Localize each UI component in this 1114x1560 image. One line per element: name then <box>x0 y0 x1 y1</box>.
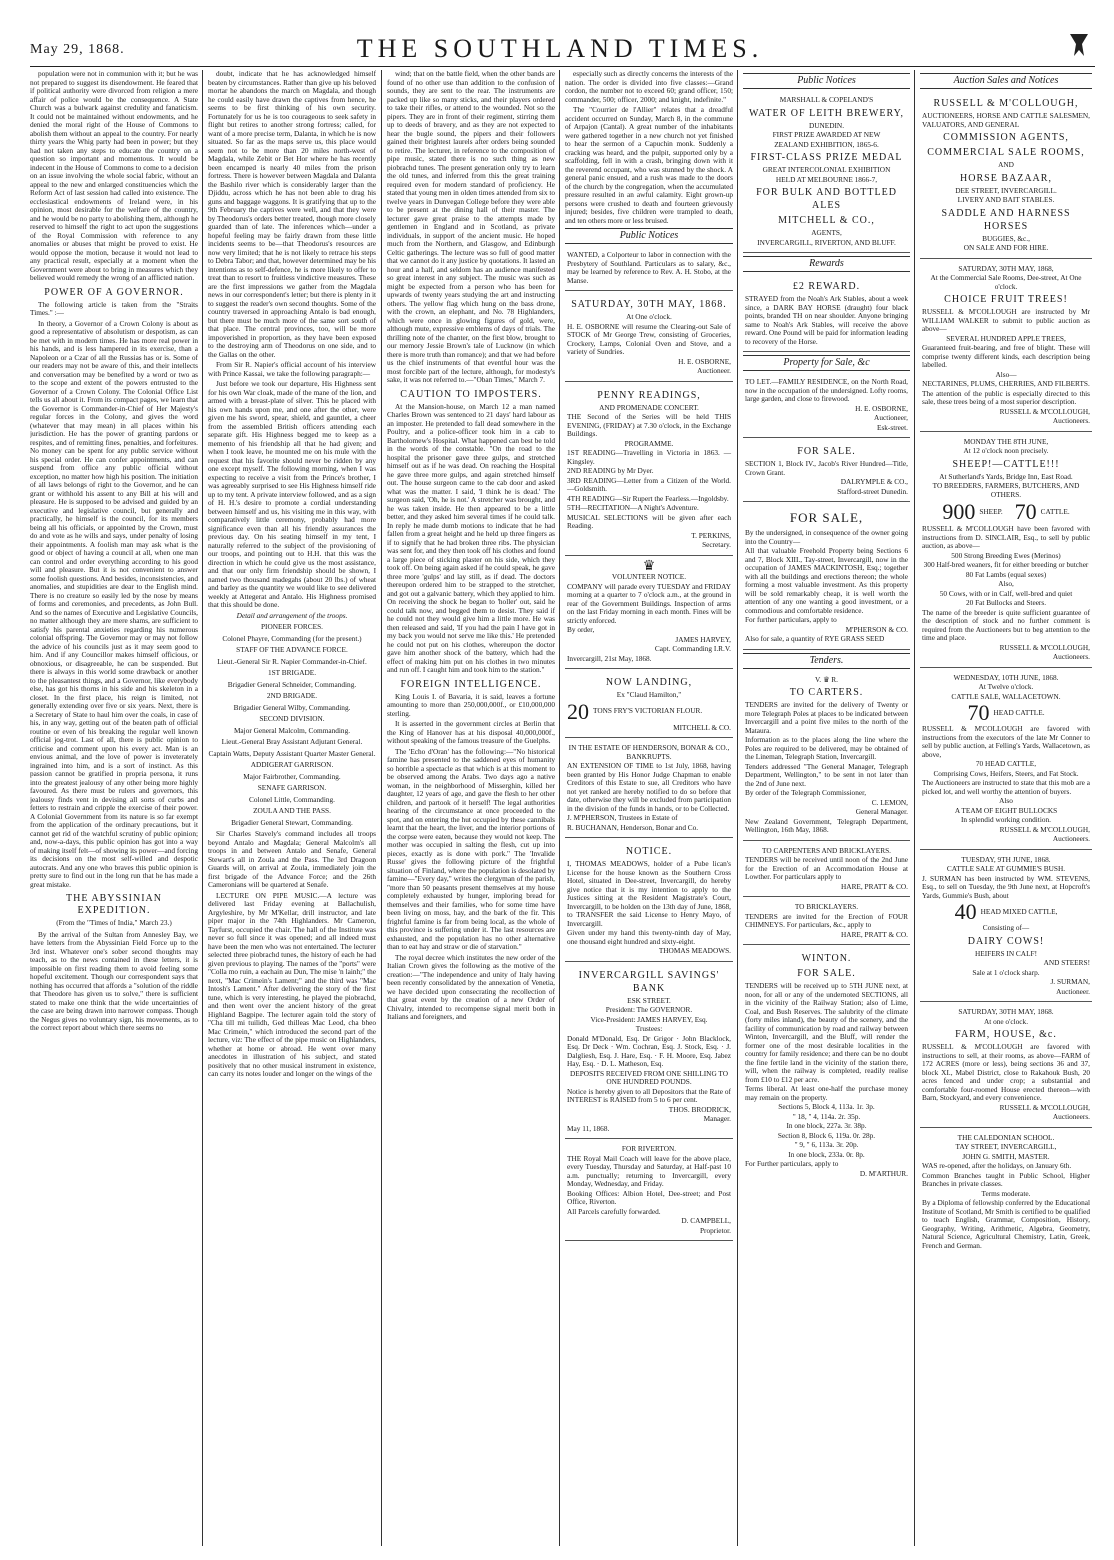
ad-text: INVERCARGILL, RIVERTON, AND BLUFF. <box>757 237 896 247</box>
ad-signature: RUSSELL & M'COLLOUGH, <box>999 1102 1090 1112</box>
order-line: Major Fairbrother, Commanding. <box>243 771 341 781</box>
ad-signature: HARE, PRATT & CO. <box>841 881 908 891</box>
ad-text: COMPANY will parade every TUESDAY and FRIDAY morning at a quarter to 7 o'clock a.m., at the ground in rear of the Government Buildings. Inspection of arms on the last Friday morning in each month. Fines will be strictly enforced. <box>567 581 731 625</box>
article-paragraph: The 'Echo d'Oran' has the following:—"No historical famine has presented to the saddened eyes of humanity so horrible a spectacle as that which is at this moment to be observed among the Arabs. Two days ago a native woman, in the neighborhood of Misserghin, killed her daughter, 12 years of age, and gave the flesh to her other children, and partook of it herself! The legal authorities hearing of the circumstance at once proceeded to the spot, and on entering the hut occupied by these cannibals learnt that the heart, the liver, and the interior portions of the corpse were eaten, because they would not keep. The mother was occupied in salting the flesh, cut up into pieces, exactly as is done with pork." The 'Invalide Russe' gives the following picture of the frightful situation of Finland, where the population is desolated by famine—"Every day," writes the clergyman of the parish, "more than 50 peasants present themselves at my house completely exhausted by hunger, imploring bread for themselves and their families, who for some time have been living on moss, hay, and the bark of the fir. This frightful famine is far from being local, as the whole of this province is suffering under it. The last resources are exhausted, and the population has no other alternative than to eat hay and straw or die of starvation." <box>387 746 555 951</box>
gummies-bush-auction-ad <box>920 853 1092 1003</box>
article-paragraph: The "Courrier de l'Allier" relates that a dreadful accident occurred on Sunday, March 8, in the commune of Arpajon (Cantal). A great number of the inhabitants were gathered together in a new church not yet finished to hear the sermon of a Capuchin monk. Suddenly a cracking was heard, and the pulpit, supported only by a scaffolding, fell in with a crash, bringing down with it the reverend occupant, who was stunned by the shock. A general panic ensued, and a rush was made to the doors of the church by the congregation, when the accumulated pressure resulted in an awful calamity. Eight grown-up persons were crushed to death and fourteen grievously injured; besides, five children were trampled to death, and ten others more or less bruised. <box>565 105 733 225</box>
article-paragraph: population were not in communion with it; but he was not prepared to suggest its disendowment. He feared that if political authority were divorced from religion a mere affair of police would be the consequence. A State Church was a bulwark against credulity and fanaticism. It could not be maintained without endowments, and he denied the moral right of the House of Commons to abolish them without an appeal to the country. For nearly thirty years the Whig party had been in power; but they had not taken any steps to educate the country on a question so important and momentous. It would be indecent in the House of Commons to come to a decision on an issue involving the whole social fabric, without an appeal to the new and enlarged constituencies which the Reform Act of last session had called into existence. The ecclesiastical endowments of Ireland were, in his opinion, most desirable for the welfare of the country, and he would be no party to abolishing them, although he reserved to himself the right to act upon the suggestions of the Royal Commission with reference to any anomalies or abuses that might be proved to exist. He would oppose the motion, because it would not lead to any practical result, especially at a moment when the Government were about to bring in measures which they believed would remedy the wrong of an afflicted nation. <box>30 70 198 282</box>
ad-signature: D. CAMPBELL, <box>681 1216 731 1225</box>
savings-bank-ad <box>565 965 733 1140</box>
column-divider <box>381 70 382 1546</box>
for-sale-ad <box>743 441 910 502</box>
ad-signature: R. BUCHANAN, Henderson, Bonar and Co. <box>567 822 699 832</box>
column-divider <box>559 70 560 1546</box>
ad-text: Trustees: <box>635 1024 663 1033</box>
ad-title: NOW LANDING, <box>605 677 693 688</box>
order-line: Brigadier General Stewart, Commanding. <box>231 817 353 827</box>
ad-text: RUSSELL & M'COLLOUGH are favored with instructions to sell, at their rooms, as above—FARM of 172 ACRES (more or less), being sections 36 and 37, block XI., Mabel District, close to Rakahouk Bush, 20 acres fenced and under crop; a substantial and comfortable four-roomed House erected thereon—with Barn, Stockyard, and every convenience. <box>922 1042 1090 1102</box>
order-line: Captain Watts, Deputy Assistant Quarter Master General. <box>208 748 376 758</box>
ad-text: Guaranteed fruit-bearing, and free of blight. These will comprise twenty different kinds, each description being labelled. <box>922 343 1090 369</box>
ad-text: H. E. OSBORNE will resume the Clearing-out Sale of STOCK of Mr George Trew, consisting of Groceries, Crockery, Lamps, Colonial Oven and Stove, and a variety of Sundries. <box>567 321 731 356</box>
ad-line: GREAT INTERCOLONIAL EXHIBITION <box>762 165 891 174</box>
ad-title: FOR SALE. <box>797 446 856 457</box>
ad-time: At One o'clock. <box>626 312 672 321</box>
ad-text: Common Branches taught in Public School, Higher Branches in private classes. <box>922 1170 1090 1188</box>
ad-signature: RUSSELL & M'COLLOUGH, <box>999 642 1090 652</box>
ad-line: FOR BULK AND BOTTLED ALES <box>756 187 897 211</box>
ad-signature: J. SURMAN, <box>1050 977 1090 986</box>
ad-date: TUESDAY, 9TH JUNE, 1868. <box>961 854 1051 864</box>
ad-title: FOR SALE, <box>789 510 864 525</box>
ad-title: NOTICE. <box>625 846 673 857</box>
column-3 <box>387 70 555 1546</box>
ad-signature: D. M'ARTHUR. <box>859 1168 908 1178</box>
ad-text: For further particulars, apply to <box>745 615 837 624</box>
ad-line: FIRST PRIZE AWARDED AT NEW <box>772 130 881 139</box>
article-heading: THE ABYSSINIAN EXPEDITION. <box>66 893 162 916</box>
ad-line: COMMERCIAL SALE ROOMS, <box>927 147 1085 158</box>
ad-date: Invercargill, 21st May, 1868. <box>567 653 652 663</box>
ad-line: Comprising Cows, Heifers, Steers, and Fat Stock. <box>933 768 1079 778</box>
ad-text: DEPOSITS RECEIVED FROM ONE SHILLING TO ONE HUNDRED POUNDS. <box>569 1068 729 1086</box>
reward-ad <box>743 276 910 352</box>
ad-time: Sale at 1 o'clock sharp. <box>972 967 1040 977</box>
ad-line: HEAD CATTLE. <box>993 707 1045 717</box>
ad-title: CHOICE FRUIT TREES! <box>944 294 1068 305</box>
article-paragraph: The royal decree which institutes the new order of the Italian Crown gives the following as the motive of the creation:—"The independence and unity of Italy having been recently consolidated by the annexation of Venetia, we have decided upon consecrating the recollection of that great event by the creation of a new Order of Chivalry, intended to recompense signal merit both in Italians and foreigners, and <box>387 952 555 1021</box>
masthead <box>30 24 1090 64</box>
ad-role: Auctioneer, <box>874 413 908 422</box>
ad-title: IN THE ESTATE OF HENDERSON, BONAR & CO., BANKRUPTS. <box>568 743 730 761</box>
programme-item: 5TH—RECITATION—A Night's Adventure. <box>567 503 699 512</box>
ad-line: HELD AT MELBOURNE 1866-7, <box>775 174 878 184</box>
article-paragraph: By the arrival of the Sultan from Annesley Bay, we have letters from the Abyssinian Field Force up to the 3rd inst. Whatever one's sober second thoughts may teach, as to the news contained in these letters, it is impossible on first reading them to avoid feeling some hopeful excitement. Though our correspondent says that nothing has occurred that affords a "solution of the riddle that Theodore has given us to solve," there is sufficient stated to make one think that the wide uncertainties of the case are being drawn into narrower compass. Though the Negus gives no voluntary sign, his movements, as to the correct report about which there seems no <box>30 929 198 1032</box>
order-line: 2ND BRIGADE. <box>266 691 318 700</box>
article-paragraph: King Louis I. of Bavaria, it is said, leaves a fortune amounting to more than 250,000,000f., or £10,000,000 sterling. <box>387 691 555 718</box>
ad-role: Secretary. <box>702 540 731 549</box>
sheep-count: 900 <box>942 499 976 524</box>
ad-title: SHEEP!—CATTLE!!! <box>952 458 1060 470</box>
programme-item: MUSICAL SELECTIONS will be given after each Reading. <box>567 512 731 530</box>
article-paragraph: LECTURE ON PIPE MUSIC.—A lecture was delivered last Friday evening at Ballachulish, Argyleshire, by Mr M'Kellar, drill instructor, and late piper major in the 74th Highlanders. Mr Cameron, Tayfurst, occupied the chair. The hall of the Institute was never so full since it was opened; and all indeed must have been the men who was not entertained. The lecturer selected three piobrachd tunes, the history of each he had given previous to playing. The names of the "ports" were "Colla mo ruin, a eachain au Dun, The mise 'n lainh;" the next, "Mac Crimein's Lament;" and the third was "Mac Intosh's Lament." After delivering the story of the first tune, which is very interesting, he played the piobrachd, and then went over the ancient history of the great Highland Bagpipe. The lecturer again told the story of "Cha till mi tuilidh, Ged thilleas Mac Leod, cha bheo Mac Crimein," which introduced the second part of the lecture, viz: The effect of the pipe music on Highlanders, whether at home or abroad. He went over many anecdotes in illustration of his subject, and stated positively that no other musical instrument in existence, can carry its notes louder and longer on the wings of the <box>208 890 376 1078</box>
ad-line: 70 HEAD CATTLE, <box>975 759 1037 768</box>
column-6 <box>920 70 1092 1546</box>
ad-line: HEIFERS IN CALF! <box>974 948 1038 958</box>
column-1 <box>30 70 198 1546</box>
to-let-ad <box>743 375 910 438</box>
ad-line: CATTLE. <box>1040 506 1070 516</box>
article-paragraph: In theory, a Governor of a Crown Colony is about as good a representative of absolutism or despotism, as can be met with in modern times. He has more real power in his hands, and is less hampered in its exercise, than a Napoleon or a Czar of all the Russias has or is. Some of our readers may not be aware of this, and their intellects and conversation may be benefited by a word or two as to the scope and extent of the powers entrusted to the Governor of a Crown Colony. The Colonial Office List tells us all about it. From its compact pages, we learn that the Governor is Commander-in-Chief of Her Majesty's regular forces in the Colony, and gives the word (whatever that may mean) in all places within his jurisdiction. He has the power of granting pardons or respites, and of remitting fines, penalties, and forfeitures. No money can be spent for any public service without his special order. He can confer appointments, and can suspend from office any public official without exception, no matter how high his position. The initiation of all laws belongs of right to the Governor, and he can grant or withhold his assent to any Bill at his will and pleasure. He is supposed to be advised and guided by an executive and legislative council, but generally and practically, he himself is the council, for its members being all his officials, or appointed by the Crown, must do and vote as he wills and says, under penalty of losing their appointments. A foolish man may ask what is the good or object of having a council at all, when one man can control and order everything according to his good will and pleasure. But it is not convenient to answer some foolish questions. And besides, inconsistencies, and anomalies, and stupidities are dear to the English mind. There is no creature so easily led by the nose by means of forms and ceremonies, and precedents, as John Bull. And so the names of Executive and Legislative Councils, no matter although they are mere shams, are sufficient to satisfy his parental anxieties regarding his numerous colonial offspring. The Governor may or may not follow the advice of his councils just as it may seem good to him. And if any Councillor makes himself officious, or obnoxious, or disagreeable, he can be suspended. But there is always in this world some drawback or another to the pleasantest things, and a Governor, like everybody else, has got his thorns in his side and his skeleton in a closet. In the first place, his reign is limited, not generally extending over five or six years. Next, there is a Secretary of State to haul him over the coals, in case of his, in any way, getting out of the beaten path of official routine or even of his breaking the regular well known official jog-trot. Last of all, there is public opinion to criticise and comment upon his every act. Man is an envious animal, and the love of power is inveterately ingrained into him, and is a sort of instinct. As this passion cannot be gratified in propria persona, it runs into the greatest jealousy of any other being more highly favoured. As there must be rulers and governors, this jealousy finds vent in devising all sorts of curbs and fetters to restrain and cripple the exercise of their power. A Colonial Government from its nature is so far exempt from the application of the ordinary precautions, but it cannot get rid of the watchful scrutiny of public opinion; and, now-a-days, this public opinion has got into a way of making itself felt—of showing its power—and forcing its decisions on the most self-willed and despotic autocrats. And any one who braves this public opinion is pretty sure to find out in the long run that he has made a great mistake. <box>30 318 198 889</box>
ad-line: Consisting of— <box>982 923 1030 932</box>
ad-title: MARSHALL & COPELAND'S <box>779 95 874 104</box>
ad-text: Information as to the places along the line where the Poles are required to be delivered, may be obtained of the Lineman, Telegraph Station, Invercargill. <box>745 735 908 761</box>
article-paragraph: At the Mansion-house, on March 12 a man named Charles Brown was sentenced to 21 days' hard labour as an imposter. He pretended to fall dead somewhere in the Poultry, and a police-officer took him in a cab to Bartholomew's Hospital. What happened can best be told in the words of the constable. "On the road to the hospital the prisoner gave three gulps, and stretched himself out as if he was dead. On reaching the Hospital he gave three more gulps, and again stretched himself out. The house surgeon came to the cab door and asked what was the matter. I said, 'I think he is dead.' The surgeon said, 'Oh, he is not.' A stretcher was brought, and he was taken inside. He then appeared to be a little better, and they asked him several times if he could talk. In reply he made dumb motions to indicate that he had fallen from a great height and he held up three fingers as if to signify that he had broken three ribs. The physician was sent for, and they then took off his clothes and found a large piece of sticking plaster on his side, which they took off. On being again asked if he could speak, he gave three more 'gulps' and lay still, as if dead. The doctors thereupon ordered him to be strapped to the stretcher, and got out a galvanic battery, which they applied to him. On receiving the shock he began to 'holler' out, said he could talk now, and begged them to desist. They said if he could not they would give him a little more. He was then released and said, 'If you had the pain I have got in my back you would not serve me like this.' He pretended he could not put on his clothes, whereupon the doctor gave him another shock of the battery, which had the effect of making him put on his clothes in two minutes and run off. I caught him and took him to the station." <box>387 401 555 674</box>
newspaper-title: THE SOUTHLAND TIMES. <box>356 34 764 63</box>
column-divider <box>202 70 203 1546</box>
order-line: ADDIGERAT GARRISON. <box>250 760 334 769</box>
order-line: SECOND DIVISION. <box>259 714 325 723</box>
landing-ad <box>565 672 733 738</box>
stock-item: 300 Half-bred weaners, fit for either breeding or butcher <box>923 560 1089 569</box>
landing-quantity: 20 <box>567 698 589 724</box>
ad-signature: JAMES HARVEY, <box>675 634 731 644</box>
ad-role: Proprietor. <box>699 1225 731 1235</box>
section-header: Public Notices <box>743 73 910 89</box>
ad-date: MONDAY THE 8TH JUNE, <box>963 436 1049 446</box>
ad-text: AN EXTENSION OF TIME to 1st July, 1868, having been granted by His Honor Judge Chapman to enable Creditors of this Estate to sue, all Creditors who have not yet ranked are hereby notified to do so before that date, otherwise they will be excluded from participation in the division of the funds in hands, or to be Collected. <box>567 761 731 813</box>
article-heading: POWER OF A GOVERNOR. <box>44 286 184 298</box>
column-divider <box>737 70 738 1546</box>
ad-signature: T. PERKINS, <box>691 530 731 540</box>
ad-title: RUSSELL & M'COLLOUGH, <box>933 98 1079 109</box>
ad-text: Terms liberal. At least one-half the purchase money may remain on the property. <box>745 1084 908 1102</box>
section-header: Property for Sale, &c <box>743 355 910 371</box>
fruit-trees-auction-ad <box>920 262 1092 432</box>
ad-text: Tenders addressed "The General Manager, Telegraph Department, Wellington," to be sent in not later than the 2nd of June next. <box>745 761 908 788</box>
ad-subtitle: FOR SALE. <box>797 968 856 979</box>
article-heading: CAUTION TO IMPOSTERS. <box>400 388 542 400</box>
volunteer-notice-ad <box>565 559 733 670</box>
ad-role: Auctioneer. <box>697 366 731 375</box>
ad-text: RUSSELL & M'COLLOUGH are instructed by Mr WILLIAM WALKER to submit to public auction as above— <box>922 307 1090 333</box>
order-title: Detail and arrangement of the troops. <box>236 610 348 620</box>
ad-line: HEAD MIXED CATTLE, <box>980 906 1058 916</box>
ad-text: TENDERS will be received up to 5TH JUNE next, at noon, for all or any of the undernoted SECTIONS, all in the vicinity of the Railway Station; also of Lime, Coal, and Bush Reserves. The salubrity of the climate (forty miles inland), the beauty of the scenery, and the facility of communication by road and railway between Winton, Invercargill, and the Bluff, will render the former one of the most desirable localities in the country for family residence; and there can be no doubt the fine fertile land in the vicinity of the station there, will, when the railway is completed, readily realise from £10 to £12 per acre. <box>745 981 908 1084</box>
ad-subtitle: AND PROMENADE CONCERT. <box>599 402 699 412</box>
order-line: Major General Malcolm, Commanding. <box>233 725 351 735</box>
stock-item: 500 Strong Breeding Ewes (Merinos) <box>951 550 1061 560</box>
ad-title: WINTON. <box>801 953 852 964</box>
section-header: Public Notices <box>565 228 733 244</box>
bricklayers-tender-ad <box>743 900 910 945</box>
sheep-cattle-auction-ad <box>920 435 1092 668</box>
license-notice-ad <box>565 841 733 962</box>
ad-place: Stafford-street Dunedin. <box>837 486 908 496</box>
stock-item: Also, <box>998 579 1014 588</box>
ad-title: FARM, HOUSE, &c. <box>955 1029 1057 1040</box>
ad-text: SECTION 1, Block IV., Jacob's River Hundred—Title, Crown Grant. <box>745 459 908 477</box>
ad-role: Auctioneers. <box>1052 652 1090 661</box>
stock-item: 50 Cows, with or in Calf, well-bred and quiet <box>939 588 1073 598</box>
ad-text: The attention of the public is especially directed to this sale, these trees being of a most superior description. <box>922 388 1090 406</box>
ad-line: WATER OF LEITH BREWERY, <box>748 107 905 119</box>
ad-signature: J. M'PHERSON, Trustees in Estate of <box>567 813 678 822</box>
ad-signature: RUSSELL & M'COLLOUGH, <box>999 406 1090 416</box>
article-paragraph: It is asserted in the government circles at Berlin that the King of Hanover has at his disposal 40,000,000f., without speaking of the famous treasure of the Guelphs. <box>387 719 555 745</box>
ad-text: Given under my hand this twenty-ninth day of May, one thousand eight hundred and sixty-eight. <box>567 928 731 946</box>
auctioneers-ad <box>920 93 1092 259</box>
ad-text: The name of the breeder is quite sufficient guarantee of the description of stock and no further comment is required from the Auctioneers but to beg attention to the time and place. <box>922 607 1090 642</box>
ad-title: PENNY READINGS, <box>597 389 701 401</box>
ad-line: ON SALE AND FOR HIRE. <box>963 243 1049 252</box>
cattle-count: 70 <box>1014 499 1037 524</box>
wallacetown-auction-ad <box>920 671 1092 850</box>
ad-text: Booking Offices: Albion Hotel, Dee-street; and Post Office, Riverton. <box>567 1188 731 1206</box>
ad-line: DEE STREET, INVERCARGILL. <box>955 185 1057 195</box>
column-2 <box>208 70 376 1546</box>
ad-text: TONS FRY'S VICTORIAN FLOUR. <box>593 706 703 716</box>
ad-text: Also for sale, a quantity of RYE GRASS SEED <box>745 634 885 643</box>
cattle-count: 40 <box>954 899 977 924</box>
order-line: Lieut.-General Sir R. Napier Commander-in-Chief. <box>217 656 367 666</box>
order-line: Colonel Phayre, Commanding (for the present.) <box>222 633 362 643</box>
programme-item: 3RD READING—Letter from a Citizen of the World.—Goldsmith. <box>567 475 731 493</box>
order-line: ZOULA AND THE PASS. <box>253 806 331 815</box>
order-line: PIONEER FORCES. <box>260 622 324 631</box>
order-line: Brigadier General Schneider, Commanding. <box>227 679 357 689</box>
article-source: (From the "Times of India," March 23.) <box>56 918 172 927</box>
royal-crest-icon: ♛ <box>642 558 656 574</box>
ad-place: At the Commercial Sale Rooms, Dee-street, At One o'clock. <box>930 273 1082 291</box>
ad-text: By the undersigned, in consequence of the owner going into the Country— <box>745 528 908 546</box>
ad-role: AGENTS, <box>811 228 842 237</box>
section-line: In one block, 233a. 0r. 8p. <box>788 1149 865 1159</box>
programme-item: 1ST READING—Travelling in Victoria in 1863. —Kingsley. <box>567 448 731 466</box>
ad-signature: C. LEMON, <box>871 797 908 807</box>
ad-text: Vice-President: JAMES HARVEY, Esq. <box>590 1014 708 1024</box>
ad-signature: MITCHELL & CO., <box>778 215 875 226</box>
ad-text: The Auctioneers are instructed to state that this mob are a picked lot, and well worthy the attention of buyers. <box>922 778 1090 796</box>
column-4 <box>565 70 733 1546</box>
ad-signature: RUSSELL & M'COLLOUGH, <box>999 824 1090 834</box>
ad-time: At one o'clock. <box>983 1016 1029 1026</box>
issue-date: May 29, 1868. <box>30 42 125 57</box>
ad-place: At Sutherland's Yards, Bridge Inn, East Road. <box>939 471 1073 481</box>
ad-line: SADDLE AND HARNESS HORSES <box>941 207 1071 232</box>
ad-text: President: The GOVERNOR. <box>605 1005 693 1014</box>
colporteur-ad <box>565 248 733 291</box>
ad-signature: MITCHELL & CO. <box>673 722 731 732</box>
ad-line: FIRST-CLASS PRIZE MEDAL <box>750 152 903 163</box>
stock-item: 20 Fat Bullocks and Steers. <box>965 598 1047 607</box>
ad-line: Terms moderate. <box>981 1188 1031 1198</box>
ad-signature: HARE, PRATT & CO. <box>841 929 908 939</box>
ad-date: SATURDAY, 30TH MAY, 1868. <box>571 299 727 310</box>
ad-subtitle: Ex "Claud Hamilton," <box>616 690 682 699</box>
ad-text: RUSSELL & M'COLLOUGH are favored with instructions from the executors of the late Mr Conner to sell by public auction, at Felling's Yards, Wallacetown, as above, <box>922 724 1090 759</box>
section-line: Section 8, Block 6, 119a. 0r. 28p. <box>777 1130 876 1140</box>
ad-line: SEVERAL HUNDRED APPLE TREES, <box>946 333 1066 343</box>
ad-title: INVERCARGILL SAVINGS' BANK <box>578 969 720 994</box>
winton-sale-ad <box>743 948 910 1183</box>
column-5 <box>743 70 910 1546</box>
ad-title: TO CARPENTERS AND BRICKLAYERS. <box>762 845 891 855</box>
freehold-sale-ad <box>743 505 910 650</box>
article-paragraph: The following article is taken from the "Straits Times." :— <box>30 299 198 317</box>
ad-line: Also <box>999 796 1013 805</box>
printer-mark-icon <box>1068 32 1090 58</box>
ad-signature: M'PHERSON & CO. <box>845 624 908 634</box>
article-paragraph: wind; that on the battle field, when the other bands are found of no other use than addition to the confusion of sounds, they are sent to the rear. The instruments are packed up like so many sticks, and their players ordered to take their rifles, or attend to the wounded. Not so the pipers. They are in front of their regiment, stirring them up to deeds of bravery, and as they are not expected to hear the bugle sound, the pipers and their followers gained their brightest laurels after orders being sounded to retire. The lecturer, in reference to the composition of pipe music, stated there is no such thing as new piobrachd tunes. The present generation only try to learn the old tunes, and inferred from this the great training required even for modern standard of proficiency. He stated that young men in olden times attended from six to twelve years in Dunvegan College before they were able to be present at the dining hall of their master. The lecturer gave great praise to the attempts made by gentlemen in England and in Scotland, as private individuals, in support of the ancient music. He hoped much from the Northern, and Glasgow, and Edinburgh Celtic gatherings. The lecture was so full of good matter that we cannot do it any justice by quotations. It lasted an hour and a half, and seldom has an audience manifested so great interest in any subject. The music was such as might be expected from a person who has been for upwards of twenty years studying the art and instructing others. The yellow flag which hung on the bass drone, with the crown, an elephant, and No. 78 Highlanders, which were once in glowing figures of gold, were, although mute, expressive emblems of days of trials. The thrilling note of the chanter, on the first blow, brought to our memory Jessie Brown's tale of Lucknow (in which there is more truth than romance); and that we had before us the chief instruments of that eventful hour was the most forcible part of the lecture, although, for modesty's sake, it was not referred to.—"Oban Times," March 7. <box>387 70 555 384</box>
article-heading: FOREIGN INTELLIGENCE. <box>400 678 542 690</box>
ad-text: Donald M'Donald, Esq. Dr Grigor · John Blacklock, Esq. Dr Deck · Wm. Cochran, Esq. J. Stock, Esq. · J. Dalgliesh, Esq. J. Hare, Esq. · F. H. Moore, Esq. Jabez Hay, Esq. · D. L. Matheson, Esq. <box>567 1033 731 1068</box>
programme-item: 2ND READING by Mr Dyer. <box>567 466 654 475</box>
order-line: Brigadier General Wilby, Commanding. <box>233 702 351 712</box>
ad-text: THE Royal Mail Coach will leave for the above place, every Tuesday, Thursday and Saturday, at Half-past 10 a.m. punctually; returning to Invercargill, every Monday, Wednesday, and Friday. <box>567 1153 731 1188</box>
ad-line: TAY STREET, INVERCARGILL, <box>955 1142 1057 1151</box>
ad-title: £2 REWARD. <box>792 281 861 292</box>
ad-line: BUGGIES, &c., <box>982 233 1030 243</box>
section-header: Tenders. <box>743 653 910 669</box>
carters-tender-ad <box>743 673 910 841</box>
brewery-ad <box>743 93 910 253</box>
programme-item: 4TH READING—Sir Rupert the Fearless.—Ingoldsby. <box>567 493 729 503</box>
column-divider <box>914 70 915 1546</box>
ad-text: AUCTIONEERS, HORSE AND CATTLE SALESMEN, VALUATORS, AND GENERAL <box>922 111 1090 129</box>
cattle-count: 70 <box>967 700 990 725</box>
ad-line: ZEALAND EXHIBITION, 1865-6. <box>774 139 879 149</box>
ad-line: A TEAM OF EIGHT BULLOCKS <box>954 805 1058 815</box>
ad-signature: H. E. OSBORNE, <box>678 356 731 366</box>
carpenters-tender-ad <box>743 844 910 898</box>
article-paragraph: especially such as directly concerns the interests of the nation. The order is divided into five classes:—Grand cordon, the number not to exceed 60; grand officer, 150; commander, 500; officer, 2000; and knight, indefinite." <box>565 70 733 104</box>
section-line: " 9, " 6, 113a. 3r. 20p. <box>794 1140 859 1149</box>
ad-text: WANTED, a Colporteur to labor in connection with the Presbytery of Southland. Particulars as to salary, &c., may be learned by reference to Rev. A. H. Stobo, at the Manse. <box>567 250 731 285</box>
ad-title: THE CALEDONIAN SCHOOL. <box>957 1132 1055 1142</box>
ad-text: TENDERS will be received until noon of the 2nd June for the Erection of an Accommodation House at Lowther. For particulars apply to <box>745 855 908 881</box>
order-line: 1ST BRIGADE. <box>267 668 317 677</box>
order-line: STAFF OF THE ADVANCE FORCE. <box>236 645 348 654</box>
programme-title: PROGRAMME. <box>624 438 674 448</box>
ad-text: All Parcels carefully forwarded. <box>567 1206 661 1216</box>
ad-line: JOHN G. SMITH, MASTER. <box>962 1151 1050 1161</box>
ad-role: Auctioneers. <box>1052 834 1090 843</box>
ad-title: CATTLE SALE AT GUMMIE'S BUSH. <box>946 864 1066 873</box>
ad-line: DUNEDIN. <box>808 120 845 130</box>
ad-line: LIVERY AND BAIT STABLES. <box>957 195 1055 204</box>
section-header: Auction Sales and Notices <box>920 73 1092 89</box>
ad-date: SATURDAY, 30TH MAY, 1868, <box>958 263 1054 273</box>
ad-text: All that valuable Freehold Property being Sections 6 and 7, Block XIII., Tay-street, Invercargill, now in the occupation of JAMES MACKINTOSH, Esq.; together with all the buildings and erections thereon; the whole forming a most valuable investment. As this property will be sold remarkably cheap, it is well worth the attention of any one wanting a good investment, or a commodious and comfortable residence. <box>745 546 908 615</box>
penny-readings-ad <box>565 385 733 556</box>
ad-text: J. SURMAN has been instructed by WM. STEVENS, Esq., to sell on Tuesday, the 9th June next, at Hopcroft's Yards, Gummie's Bush, about <box>922 873 1090 900</box>
ad-order: By order, <box>567 625 595 634</box>
osborne-ad <box>565 294 733 382</box>
ad-role: Auctioneer. <box>1056 986 1090 996</box>
ad-title: FOR RIVERTON. <box>621 1144 677 1153</box>
ad-signature: DALRYMPLE & CO., <box>840 477 908 486</box>
ad-place: Esk-street. <box>876 422 908 432</box>
ad-time: At 12 o'clock noon precisely. <box>963 446 1049 455</box>
royal-cipher: V. ♛ R. <box>814 674 839 684</box>
ad-line: NECTARINES, PLUMS, CHERRIES, AND FILBERTS. <box>922 379 1090 388</box>
riverton-coach-ad <box>565 1142 733 1241</box>
ad-time: At Twelve o'clock. <box>978 682 1034 691</box>
article-paragraph: doubt, indicate that he has acknowledged himself beaten by circumstances. Rather than give up his beloved mortar he abandons the march on Magdala, and though he could easily have drawn the captives from hence, he seems to be first thinking of his own security. Fortunately for us he is too courageous to seek safety in flight but retires to another strong fortress; called, for want of a more precise term, Dalanta, in which he is now situated. So far as the maps serve us, this place would seem not to be more than 20 miles north-west of Magdala, while Zebit or Bet Hor where he has recently been encamped is nearly 40 miles from the prison fortress. There is however between Magdala and Dalanta the Bashilo river which is considerably larger than the Djiddu, across which he has not been able to drag his guns and baggage waggons. It is gratifying that up to the 9th February the captives were well, and that they were by Theodorus's orders better treated, though more closely guarded than of late. The inferences which—under a hopeful feeling may be fairly drawn from these little incidents seems to be—that Theodorus's resources are now very limited; that he is not likely to retrace his steps to Debra Tabor; and that, however determined may be his intentions as to self-defence, he is more likely to offer to treat than to resort to fruitless vindictive measures. These are the first impressions we gather from the Magdala news in our correspondent's letter; but there is plenty in it to suggest the reader's own second thoughts. Some of the country traversed in approaching Antalo is bad enough, but there must be much more of the same sort south of that place. The central provinces, too, will be more impoverished in proportion, as they have been exposed to the destroying arm of Theodorus on one side, and to the Gallas on the other. <box>208 70 376 359</box>
ad-order: By order of the Telegraph Commissioner, <box>745 788 867 797</box>
ad-line: HORSE BAZAAR, <box>960 172 1052 184</box>
ad-date: SATURDAY, 30TH MAY, 1868. <box>958 1007 1054 1016</box>
ad-line: AND STEERS! <box>1043 958 1090 967</box>
ad-text: TENDERS are invited for the Erection of FOUR CHIMNEYS. For particulars, &c., apply to <box>745 911 908 929</box>
ad-line: COMMISSION AGENTS, <box>943 132 1069 143</box>
ad-date: WEDNESDAY, 10TH JUNE, 1868. <box>953 672 1059 682</box>
ad-date: May 11, 1868. <box>567 1123 610 1133</box>
section-line: Sections 5, Block 4, 113a. 1r. 3p. <box>778 1102 875 1111</box>
ad-date: New Zealand Government, Telegraph Department, Wellington, 16th May, 1868. <box>745 816 908 834</box>
ad-line: TO BREEDERS, FARMERS, BUTCHERS, AND OTHERS. <box>932 481 1080 499</box>
ad-line: AND <box>998 160 1014 169</box>
ad-title: VOLUNTEER NOTICE. <box>611 572 687 581</box>
ad-text: TENDERS are invited for the delivery of Twenty or more Telegraph Poles at places to be indicated between Invercargill and a point five miles to the north of the Mataura. <box>745 700 908 735</box>
ad-text: RUSSELL & M'COLLOUGH have been favored with instructions from D. SINCLAIR, Esq., to sell by public auction, as above— <box>922 524 1090 550</box>
ad-text: TO LET.—FAMILY RESIDENCE, on the North Road, now in the occupation of the undersigned. Lofty rooms, large garden, and close to firewood. <box>745 377 908 403</box>
ad-text: WAS re-opened, after the holidays, on January 6th. <box>922 1161 1072 1170</box>
stock-item: 80 Fat Lambs (equal sexes) <box>965 569 1047 579</box>
article-paragraph: From Sir R. Napier's official account of his interview with Prince Kassai, we take the following paragraph:— <box>208 360 376 378</box>
ad-role: Capt. Commanding I.R.V. <box>654 644 731 653</box>
ad-title: TO BRICKLAYERS. <box>794 902 859 911</box>
ad-line: DAIRY COWS! <box>967 935 1045 947</box>
ad-text: I, THOMAS MEADOWS, holder of a Pube lican's License for the house known as the Southern Cross Hotel, situated in Dee-street, Invercargill, do hereby give notice that it is my intention to apply to the Justices sitting at the Resident Magistrate's Court, Invercargill, to be holden on the 13th day of June, 1868, to TRANSFER the said License to Henry Mayo, of Invercargill. <box>567 859 731 928</box>
ad-signature: H. E. OSBORNE, <box>855 403 908 413</box>
farm-house-auction-ad <box>920 1005 1092 1128</box>
estate-ad <box>565 741 733 838</box>
ad-text: By a Diploma of fellowship conferred by the Educational Institute of Scotland, Mr Smith is certified to be qualified to teach English, Grammar, Composition, History, Geography, Writing, Arithmetic, Algebra, Geometry, Natural Science, Agricultural Chemistry, Latin, Greek, French and German. <box>922 1198 1090 1250</box>
ad-title: CATTLE SALE, WALLACETOWN. <box>951 691 1061 701</box>
article-paragraph: Sir Charles Stavely's command includes all troops beyond Antalo and Magdala; General Malcolm's all troops in and between Antalo and Senafe, General Stewart's all in Zoula and the Pass. The 3rd Dragoon Guards will, on arrival at Zoula, immediately join the first brigade of the Advance Force; and the 26th Cameronians will be quartered at Senafe. <box>208 829 376 889</box>
ad-role: Manager. <box>703 1114 731 1123</box>
ad-subtitle: ESK STREET. <box>627 995 671 1005</box>
ad-text: THE Second of the Series will be held THIS EVENING, (FRIDAY) at 7.30 o'clock, in the Exchange Buildings. <box>567 412 731 438</box>
ad-title: TO CARTERS. <box>789 687 864 698</box>
masthead-rule <box>30 66 1095 67</box>
ad-text: Notice is hereby given to all Depositors that the Rate of INTEREST is RAISED from 5 to 6 per cent. <box>567 1086 731 1104</box>
caledonian-school-ad <box>920 1131 1092 1256</box>
order-line: Lieut.-General Bray Assistant Adjutant General. <box>221 737 363 746</box>
ad-role: Auctioneers. <box>1052 1112 1090 1121</box>
ad-text: STRAYED from the Noah's Ark Stables, about a week since, a DARK BAY HORSE (draught) four black points, branded TH on near shoulder. Anyone bringing same to Noah's Ark Stables, will receive the above reward. One Pound will be paid for information leading to recovery of the Horse. <box>745 294 908 346</box>
ad-text: For Further particulars, apply to <box>745 1159 839 1168</box>
article-paragraph: Just before we took our departure, His Highness sent for his own War cloak, made of the mane of the lion, and armed with a breast-plate of silver. This he placed with his own hands upon me, and one after the other, were given me his sword, spear, shield, and gauntlet, a cheer from the assembled British officers attending each separate gift. His Highness begged me to keep as a memento of his friendship all that he had given; and when I took leave, he mounted me on his mule with the request that his favorite should never be ridden by any one except myself. The following morning, when I was expecting to receive a visit from the Prince's brother, I was agreeably surprised to see His Highness himself ride up to my tent. A private interview followed, and as a sign of H. H.'s desire to promote a cordial understanding between himself and us, his visiting me in this way, with comparatively little ceremony, probably had more significance even than all his friendly assurances the previous day. On his seating himself in my tent, I naturally referred to the subject of the provisioning of our troops, and pointing out to H.H. that this was the direction in which he could give us the most assistance, and that our only firm friendship should be shown, I named two thousand madegahs (about 20 lbs.) of wheat and barley as the quantity we would like to see delivered weekly at Attegerat and Antalo. His Highness promised that this should be done. <box>208 379 376 609</box>
ad-signature: THOS. BRODRICK, <box>668 1104 731 1114</box>
ad-line: In splendid working condition. <box>961 815 1051 824</box>
ad-line: SHEEP. <box>979 506 1003 516</box>
section-line: In one block, 227a. 3r. 38p. <box>786 1121 867 1130</box>
section-header: Rewards <box>743 256 910 272</box>
order-line: SENAFE GARRISON. <box>257 783 327 792</box>
ad-role: General Manager. <box>855 807 908 816</box>
ad-role: Auctioneers. <box>1052 416 1090 425</box>
ad-line: Also— <box>995 369 1017 379</box>
section-line: " 18, " 4, 114a. 2r. 35p. <box>792 1111 861 1121</box>
ad-signature: THOMAS MEADOWS. <box>658 946 731 955</box>
order-line: Colonel Little, Commanding. <box>249 794 335 804</box>
